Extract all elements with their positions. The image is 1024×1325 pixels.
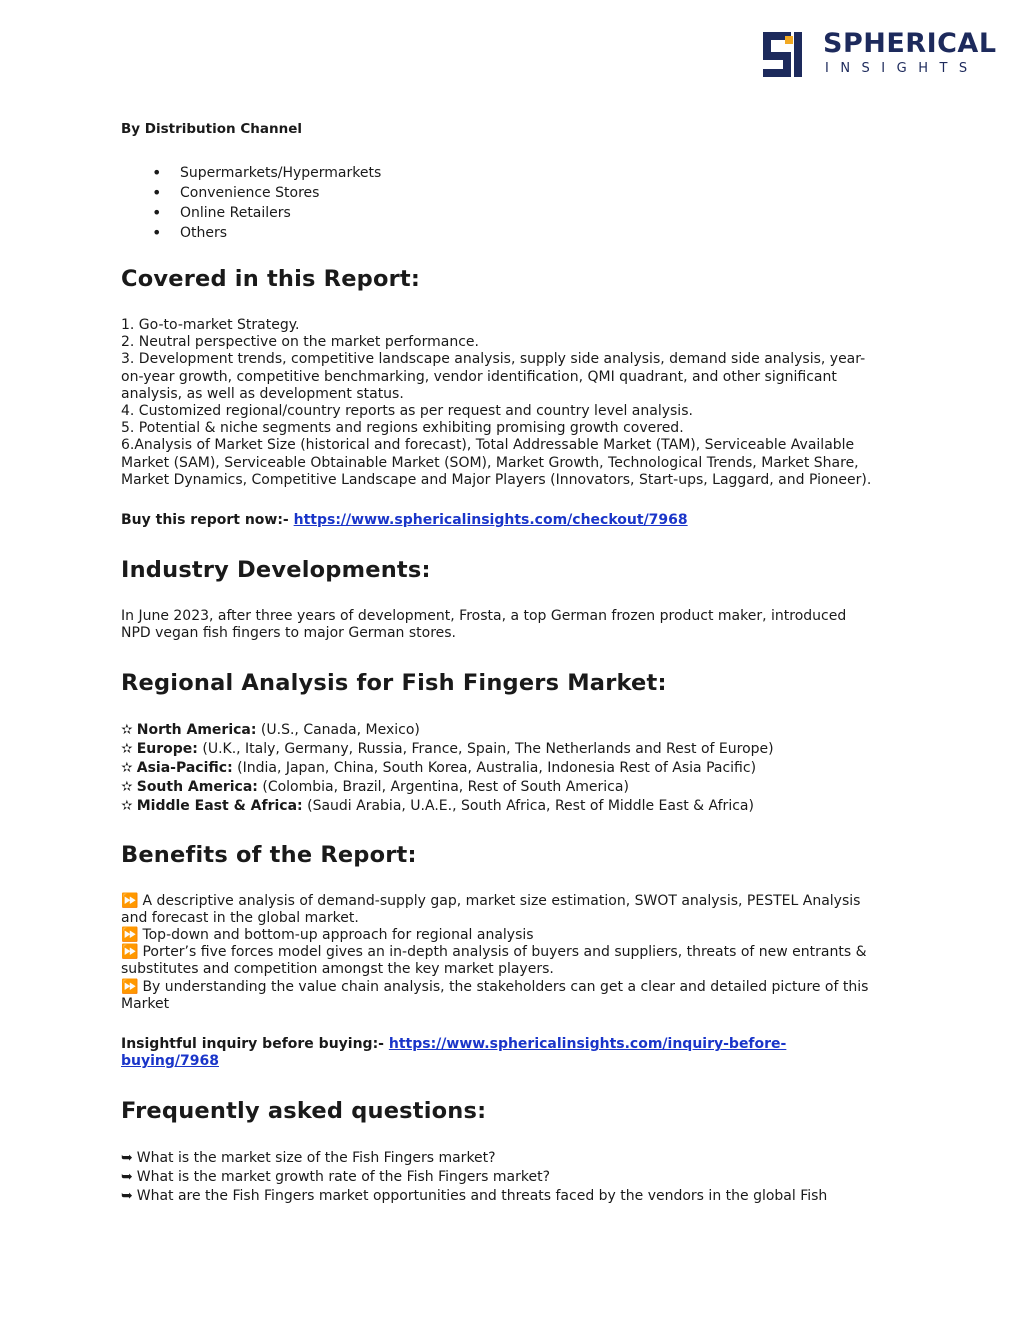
inquiry-label: Insightful inquiry before buying:-	[121, 1036, 389, 1053]
faq-question: What are the Fish Fingers market opportunities and threats faced by the vendors in the global Fish	[136, 1188, 828, 1205]
benefit-line	[121, 979, 901, 996]
covered-list	[121, 317, 901, 489]
region-name: Middle East & Africa:	[136, 797, 303, 814]
region-detail: (India, Japan, China, South Korea, Australia, Indonesia Rest of Asia Pacific)	[232, 759, 757, 776]
covered-line: analysis, as well as development status.	[121, 385, 404, 402]
industry-line: In June 2023, after three years of development, Frosta, a top German frozen product maker, introduced	[121, 608, 847, 625]
list-item	[121, 721, 901, 740]
benefits-heading: Benefits of the Report:	[121, 841, 417, 868]
industry-line: NPD vegan fish fingers to major German stores.	[121, 625, 457, 642]
covered-line: 4. Customized regional/country reports as per request and country level analysis.	[121, 403, 693, 420]
covered-line: 2. Neutral perspective on the market performance.	[121, 334, 479, 351]
benefit-text: A descriptive analysis of demand-supply gap, market size estimation, SWOT analysis, PESTEL Analysis	[142, 892, 861, 909]
document-body	[121, 121, 901, 1206]
fast-forward-icon: ⏩	[121, 892, 139, 909]
covered-line: 3. Development trends, competitive landscape analysis, supply side analysis, demand side analysis, year-	[121, 351, 866, 368]
inquiry-line	[121, 1036, 901, 1070]
benefit-text: substitutes and competition amongst the key market players.	[121, 961, 554, 978]
benefit-line	[121, 893, 901, 910]
benefit-text: Porter’s five forces model gives an in-depth analysis of buyers and suppliers, threats of new entrants &	[142, 944, 867, 961]
list-item: • Others	[121, 223, 901, 243]
list-item	[121, 1187, 901, 1206]
region-name: North America:	[136, 721, 257, 738]
list-item	[121, 797, 901, 816]
star-icon: ✫	[121, 778, 133, 795]
spherical-insights-logo	[763, 28, 997, 80]
distribution-list	[121, 163, 901, 243]
region-detail: (Saudi Arabia, U.A.E., South Africa, Rest of Middle East & Africa)	[302, 797, 754, 814]
inquiry-link[interactable]: https://www.sphericalinsights.com/inquiry-before-	[388, 1036, 787, 1053]
list-item: • Online Retailers	[121, 203, 901, 223]
benefit-text: Top-down and bottom-up approach for regional analysis	[142, 927, 534, 944]
regional-heading: Regional Analysis for Fish Fingers Market:	[121, 669, 667, 696]
region-detail: (U.S., Canada, Mexico)	[256, 721, 420, 738]
benefit-text: By understanding the value chain analysis, the stakeholders can get a clear and detailed picture of this	[142, 978, 869, 995]
covered-line: 5. Potential & niche segments and regions exhibiting promising growth covered.	[121, 420, 684, 437]
benefit-line	[121, 944, 901, 961]
industry-text	[121, 608, 901, 642]
region-name: South America:	[136, 778, 258, 795]
logo-subtitle: INSIGHTS	[825, 61, 979, 76]
fast-forward-icon: ⏩	[121, 927, 139, 944]
covered-line: 1. Go-to-market Strategy.	[121, 317, 300, 333]
fast-forward-icon: ⏩	[121, 978, 139, 995]
region-name: Asia-Pacific:	[136, 759, 233, 776]
list-item	[121, 759, 901, 778]
benefit-line	[121, 996, 901, 1013]
list-item	[121, 1149, 901, 1168]
arrow-icon: ➥	[121, 1188, 133, 1205]
logo-mark-icon	[763, 32, 811, 77]
covered-line: on-year growth, competitive benchmarking, vendor identification, QMI quadrant, and other significant	[121, 368, 837, 385]
list-item: • Supermarkets/Hypermarkets	[121, 163, 901, 183]
list-item	[121, 740, 901, 759]
faq-heading: Frequently asked questions:	[121, 1098, 487, 1125]
region-name: Europe:	[136, 740, 198, 757]
region-detail: (U.K., Italy, Germany, Russia, France, Spain, The Netherlands and Rest of Europe)	[197, 740, 774, 757]
covered-line: 6.Analysis of Market Size (historical and forecast), Total Addressable Market (TAM), Serviceable Available	[121, 437, 855, 454]
covered-line: Market (SAM), Serviceable Obtainable Market (SOM), Market Growth, Technological Trends, Market Share,	[121, 454, 859, 471]
arrow-icon: ➥	[121, 1169, 133, 1186]
covered-line: Market Dynamics, Competitive Landscape and Major Players (Innovators, Start-ups, Laggard, and Pioneer).	[121, 471, 872, 488]
region-detail: (Colombia, Brazil, Argentina, Rest of South America)	[257, 778, 629, 795]
inquiry-link-continued[interactable]: buying/7968	[121, 1053, 219, 1070]
star-icon: ✫	[121, 797, 133, 814]
list-item: • Convenience Stores	[121, 183, 901, 203]
faq-question: What is the market growth rate of the Fish Fingers market?	[136, 1169, 551, 1186]
benefit-line	[121, 910, 901, 927]
distribution-heading: By Distribution Channel	[121, 121, 302, 137]
benefit-text: and forecast in the global market.	[121, 909, 359, 926]
star-icon: ✫	[121, 740, 133, 757]
logo-title: SPHERICAL	[823, 28, 997, 59]
fast-forward-icon: ⏩	[121, 944, 139, 961]
industry-heading: Industry Developments:	[121, 557, 431, 584]
buy-now-line	[121, 512, 901, 529]
benefits-list	[121, 893, 901, 1013]
covered-heading: Covered in this Report:	[121, 266, 421, 292]
benefit-line	[121, 927, 901, 944]
list-item	[121, 778, 901, 797]
buy-now-label: Buy this report now:-	[121, 512, 294, 529]
checkout-link[interactable]: https://www.sphericalinsights.com/checkout/7968	[293, 512, 688, 529]
arrow-icon: ➥	[121, 1150, 133, 1167]
faq-question: What is the market size of the Fish Fingers market?	[136, 1150, 496, 1167]
benefit-text: Market	[121, 995, 170, 1012]
benefit-line	[121, 961, 901, 978]
regional-list	[121, 721, 901, 816]
star-icon: ✫	[121, 759, 133, 776]
star-icon: ✫	[121, 721, 133, 738]
list-item	[121, 1168, 901, 1187]
faq-list	[121, 1149, 901, 1206]
